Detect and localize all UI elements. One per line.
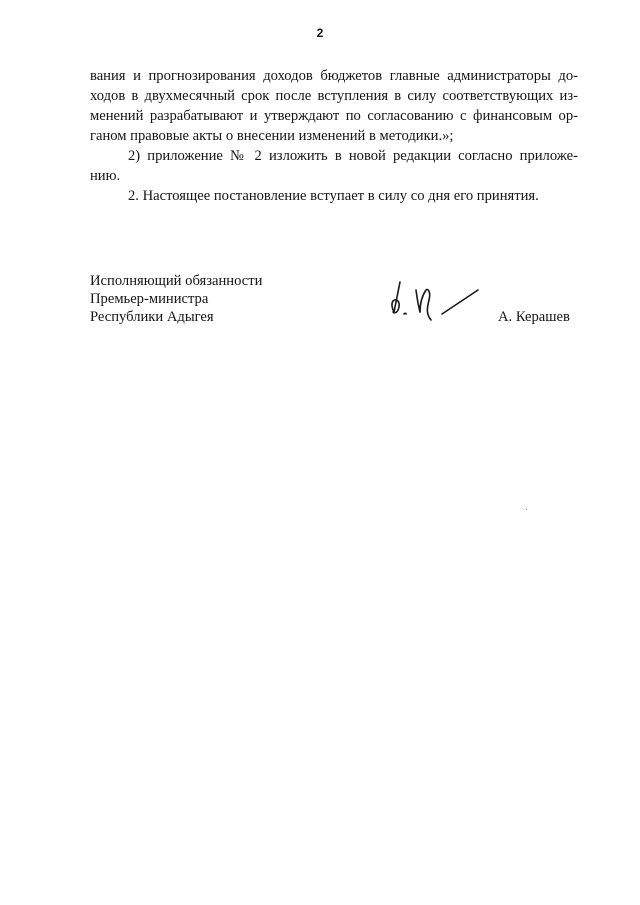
handwritten-signature bbox=[382, 268, 486, 330]
page-number: 2 bbox=[316, 26, 324, 40]
signer-title-line: Премьер-министра bbox=[90, 291, 209, 307]
text-line: менений разрабатывают и утверждают по согласованию с финансовым ор- bbox=[90, 108, 578, 124]
text-line: 2) приложение № 2 изложить в новой редакции согласно приложе- bbox=[128, 148, 578, 164]
signer-title-line: Республики Адыгея bbox=[90, 309, 214, 325]
signer-title-line: Исполняющий обязанности bbox=[90, 273, 263, 289]
scan-artifact bbox=[526, 509, 527, 510]
text-line: 2. Настоящее постановление вступает в силу со дня его принятия. bbox=[128, 188, 539, 204]
text-line: нию. bbox=[90, 168, 121, 184]
signer-name: А. Керашев bbox=[498, 309, 570, 325]
text-line: ходов в двухмесячный срок после вступления в силу соответствующих из- bbox=[90, 88, 578, 104]
text-line: ганом правовые акты о внесении изменений в методики.»; bbox=[90, 128, 454, 144]
text-line: вания и прогнозирования доходов бюджетов главные администраторы до- bbox=[90, 68, 578, 84]
